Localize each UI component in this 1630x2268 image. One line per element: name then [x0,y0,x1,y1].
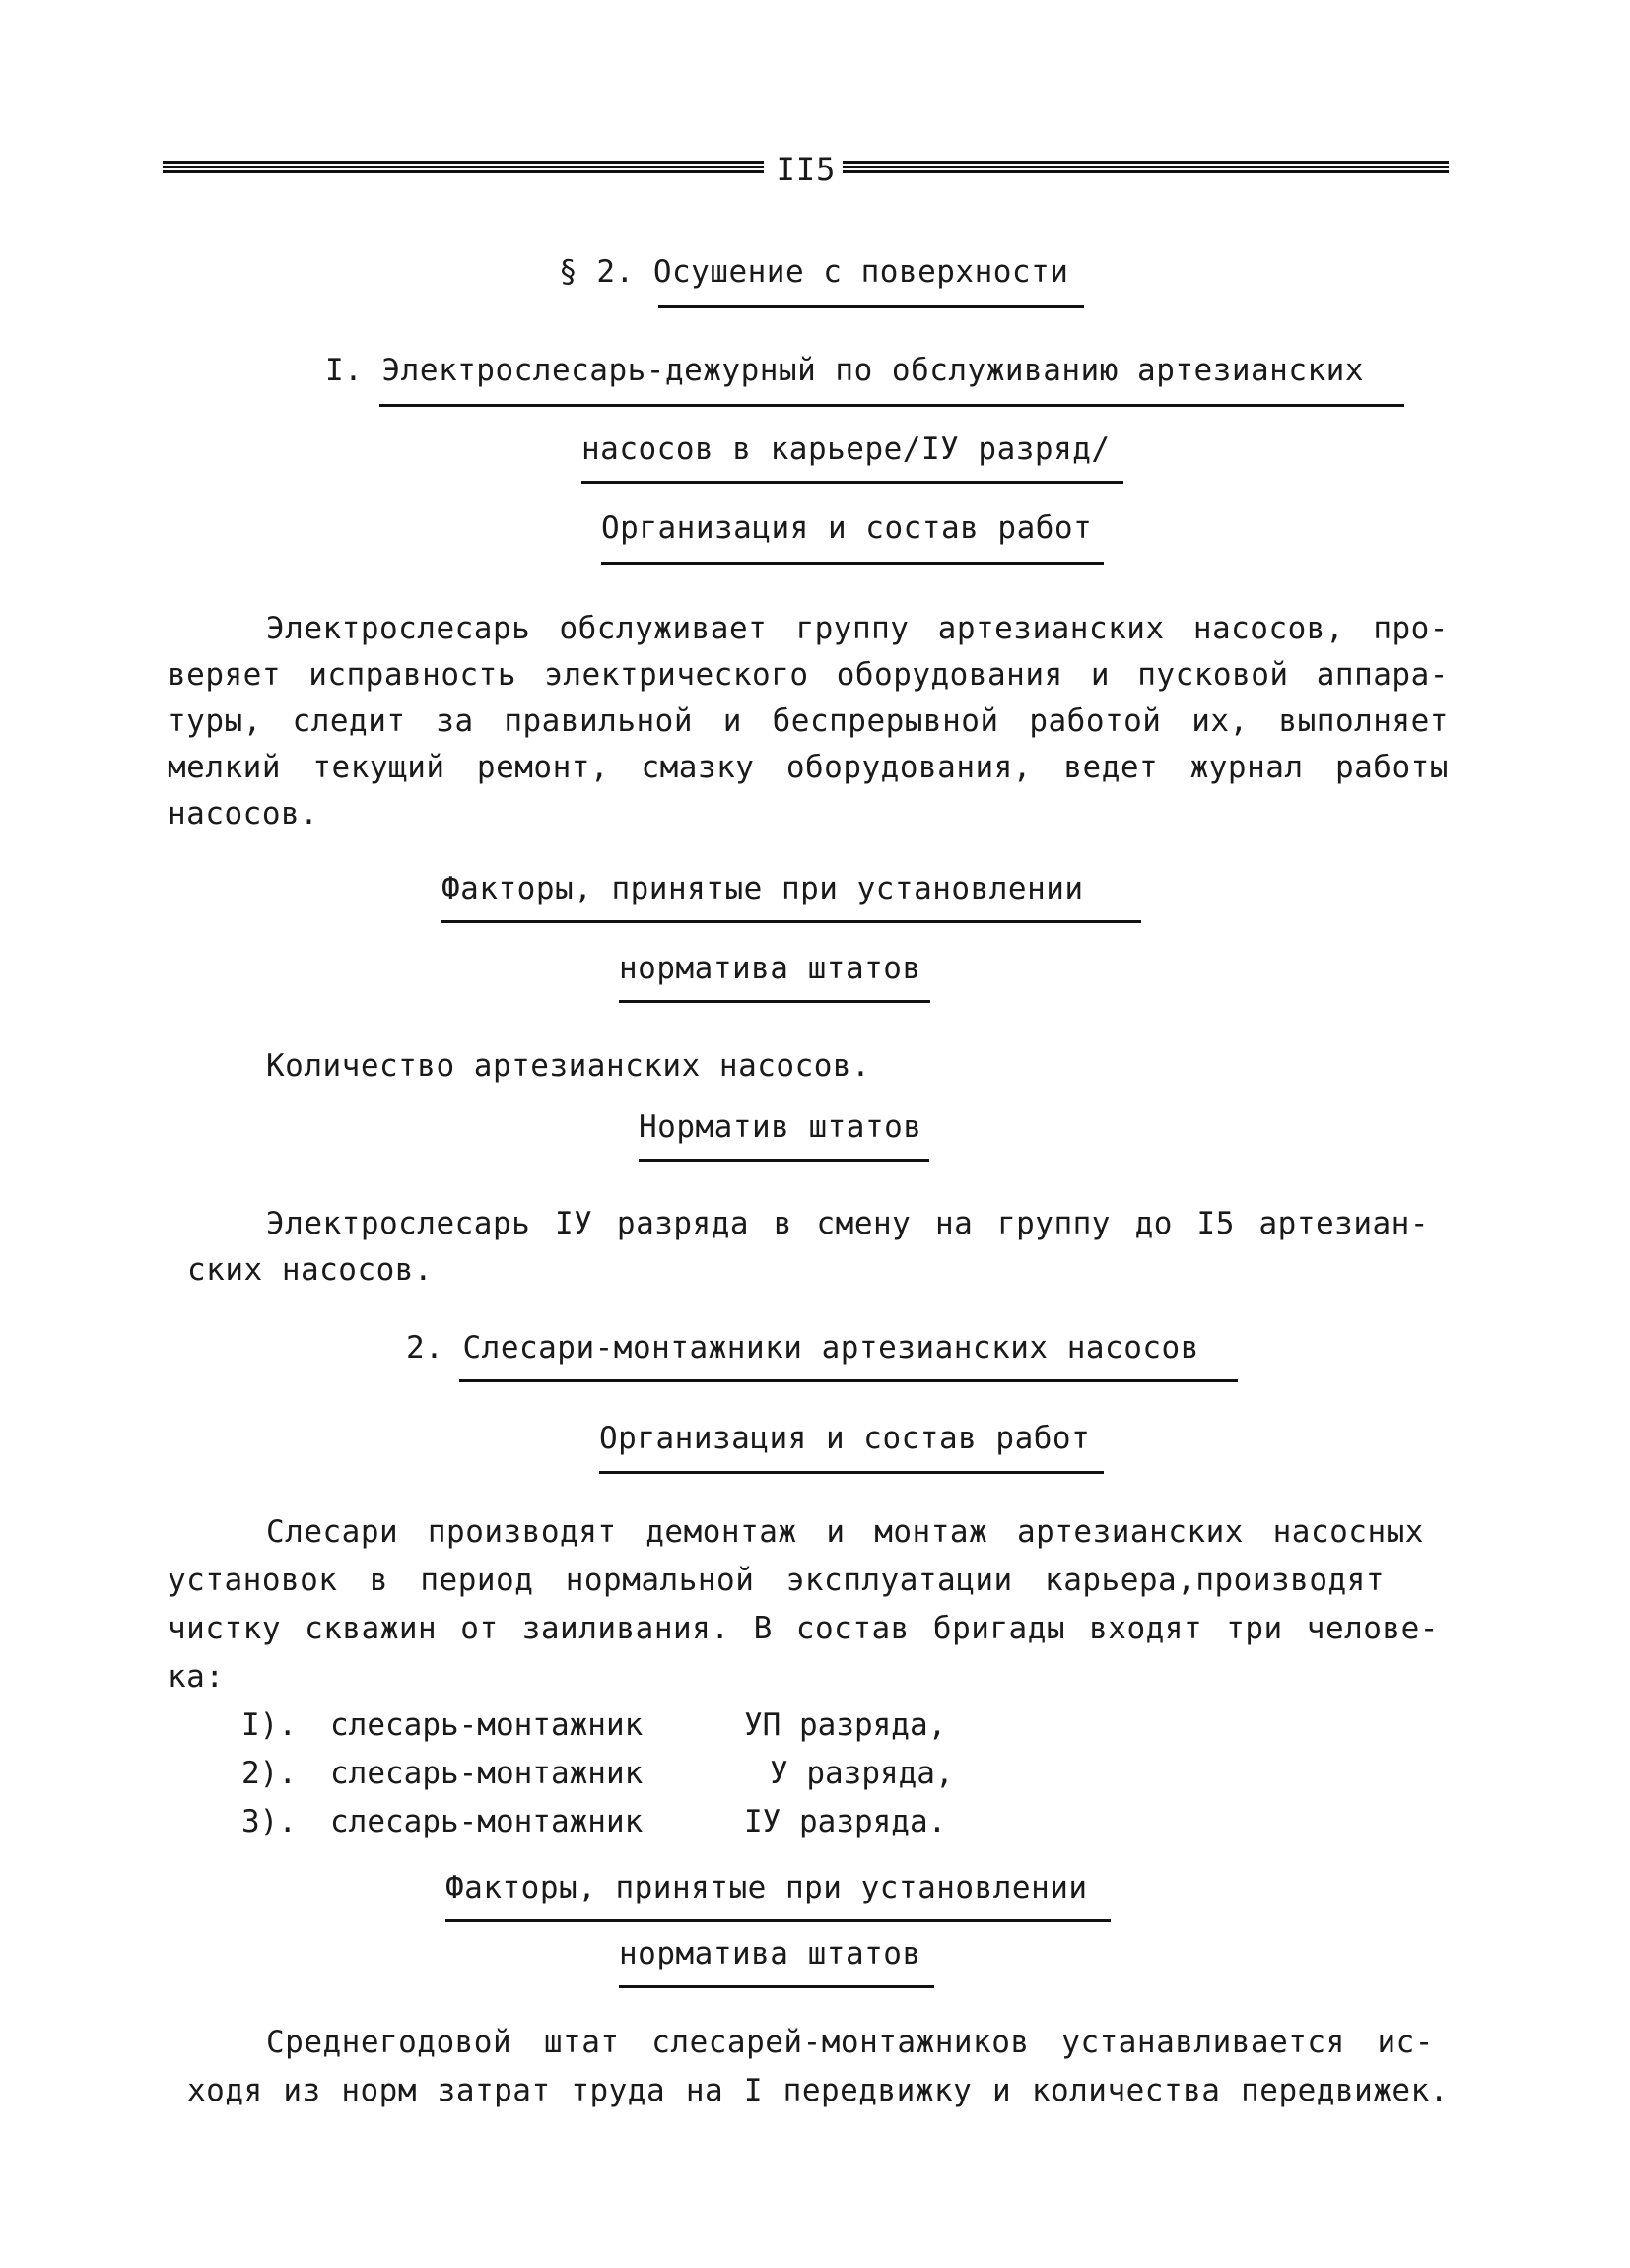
word: скважин [305,1611,438,1646]
part1-norm-text-line: ских насосов. [187,1252,434,1288]
part1-factors-underline1 [441,920,1141,923]
word: передвижку [782,2073,973,2108]
word: веряет [168,657,281,693]
word: за [436,703,474,739]
part1-org-heading-underline [601,562,1104,565]
part1-heading-line1: I. Электрослесарь-дежурный по обслуживанию артезианских [325,353,1364,388]
part1-org-text-line [168,750,1449,785]
part1-factors-heading-line2: норматива штатов [619,951,921,986]
part1-norm-heading-underline [639,1159,929,1162]
word: смазку [641,750,755,785]
part2-factors-underline1 [445,1919,1111,1922]
crew-item: 3). слесарь-монтажник IУ разряда. [241,1804,947,1839]
word: монтаж [874,1514,988,1550]
word: следит [292,703,406,739]
header-rule-right [843,161,1449,174]
word: Электрослесарь [266,1206,531,1241]
word: эксплуатации [785,1563,1013,1598]
part1-norm-heading: Норматив штатов [639,1109,922,1145]
part1-factors-heading-line1: Факторы, принятые при установлении [441,871,1084,906]
word: ходя [187,2073,263,2108]
word: установок [168,1563,338,1598]
part1-norm-text-line [266,1206,1429,1241]
part1-org-heading: Организация и состав работ [601,510,1093,546]
part2-factors-text-line [266,2025,1434,2060]
word: журнал [1189,750,1304,785]
word: демонтаж [645,1514,797,1550]
part1-org-text-line [266,611,1449,646]
word: заиливания. [521,1611,730,1646]
part1-org-text-line [168,703,1449,739]
word: на [685,2073,724,2108]
part1-heading-underline1 [379,404,1404,407]
part2-org-heading: Организация и состав работ [599,1421,1091,1456]
word: смену [816,1206,912,1241]
word: разряда [616,1206,750,1241]
word: ремонт, [476,750,610,785]
part1-factors-text: Количество артезианских насосов. [266,1048,871,1084]
word: входят [1089,1611,1203,1646]
word: группу [996,1206,1111,1241]
part2-factors-heading-line1: Факторы, принятые при установлении [445,1870,1088,1905]
word: I5 [1196,1206,1235,1241]
word: и [991,2073,1012,2108]
word: правильной [504,703,693,739]
word: оборудования, [785,750,1032,785]
crew-item: 2). слесарь-монтажник У разряда, [241,1756,954,1791]
word: ведет [1063,750,1159,785]
word: ис- [1377,2025,1434,2060]
part2-org-text-line [266,1514,1424,1550]
word: нормальной [565,1563,755,1598]
word: В [753,1611,773,1646]
word: из [283,2073,321,2108]
word: количества [1031,2073,1221,2108]
word: выполняет [1278,703,1449,739]
word: Слесари [266,1514,399,1550]
word: на [934,1206,974,1241]
word: до [1134,1206,1173,1241]
part2-factors-heading-line2: норматива штатов [619,1936,921,1971]
section-title: § 2. Осушение с поверхности [559,254,1069,290]
word: артезианских [937,611,1165,646]
part2-org-text-line [168,1611,1439,1646]
part1-heading-underline2 [581,481,1123,484]
word: три [1226,1611,1283,1646]
word: и [722,703,742,739]
part1-factors-underline2 [619,1000,930,1003]
page-number: II5 [776,151,837,188]
word: насосных [1272,1514,1424,1550]
word: группу [795,611,910,646]
part1-heading-line2: насосов в карьере/IУ разряд/ [581,432,1111,467]
word: электрического [544,657,809,693]
part1-org-text-line [168,657,1449,693]
word: IУ [554,1206,593,1241]
word: работой [1029,703,1162,739]
word: беспрерывной [772,703,999,739]
word: обслуживает [559,611,768,646]
word: I [743,2073,763,2108]
word: в [369,1563,389,1598]
word: текущий [312,750,445,785]
word: артезианских [1016,1514,1244,1550]
word: период [420,1563,534,1598]
page-header [163,151,1449,190]
word: карьера,производят [1045,1563,1385,1598]
word: пусковой [1137,657,1289,693]
word: в [773,1206,792,1241]
word: мелкий [168,750,281,785]
part1-org-text-line: насосов. [168,796,319,832]
part2-org-text-line: ка: [168,1659,225,1695]
word: затрат [437,2073,551,2108]
word: аппара- [1316,657,1449,693]
word: туры, [168,703,262,739]
word: бригады [932,1611,1066,1646]
word: от [460,1611,499,1646]
part2-heading: 2. Слесари-монтажники артезианских насосов [406,1330,1199,1366]
word: и [1090,657,1111,693]
crew-item: I). слесарь-монтажник УП разряда, [241,1707,947,1743]
word: исправность [308,657,516,693]
word: оборудования [836,657,1063,693]
word: чистку [168,1611,281,1646]
word: челове- [1306,1611,1439,1646]
word: штат [543,2025,620,2060]
word: передвижек. [1241,2073,1449,2108]
word: Электрослесарь [266,611,531,646]
word: труда [571,2073,666,2108]
word: состав [795,1611,910,1646]
part2-heading-underline [459,1379,1238,1382]
word: про- [1373,611,1449,646]
part2-org-heading-underline [599,1471,1104,1474]
word: слесарей-монтажников [651,2025,1030,2060]
word: и [826,1514,846,1550]
word: производят [427,1514,617,1550]
word: артезиан- [1258,1206,1429,1241]
header-rule-left [163,161,764,174]
word: устанавливается [1061,2025,1345,2060]
word: норм [341,2073,417,2108]
word: Среднегодовой [266,2025,512,2060]
part2-org-text-line [168,1563,1385,1598]
word: насосов, [1192,611,1345,646]
part2-factors-text-line [187,2073,1449,2108]
word: их, [1191,703,1249,739]
word: работы [1334,750,1449,785]
part2-factors-underline2 [619,1985,934,1988]
section-title-underline [658,305,1084,308]
